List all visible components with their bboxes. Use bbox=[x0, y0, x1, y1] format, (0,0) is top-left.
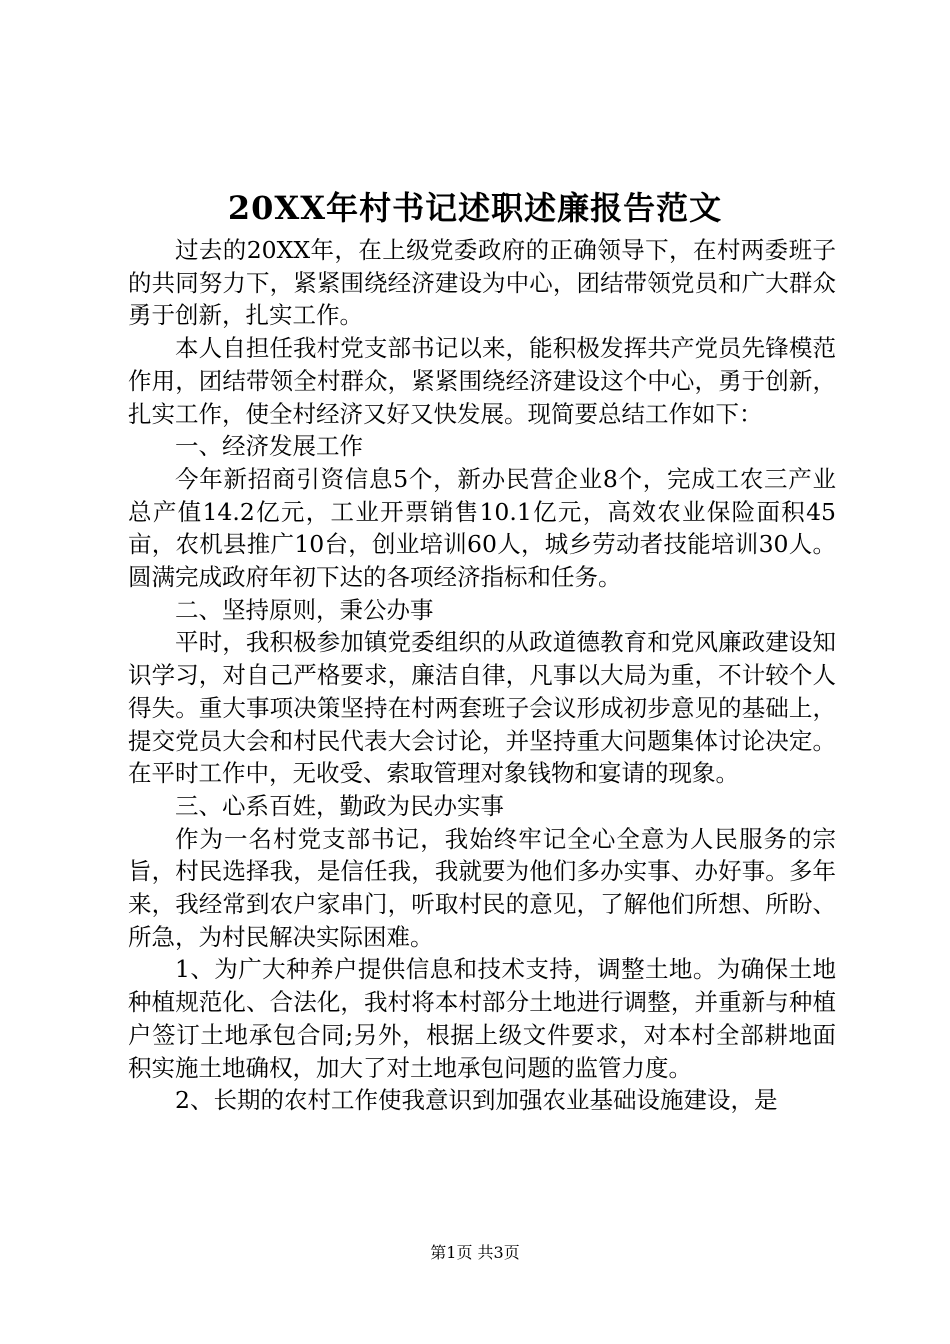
section-heading: 三、心系百姓，勤政为民办实事 bbox=[175, 791, 504, 820]
section-heading: 一、经济发展工作 bbox=[175, 432, 363, 461]
page-footer: 第1页 共3页 bbox=[430, 1243, 520, 1262]
paragraph: 作为一名村党支部书记，我始终牢记全心全意为人民服务的宗旨，村民选择我，是信任我，我就要为他们多办实事、办好事。多年来，我经常到农户家串门，听取村民的意见，了解他们所想、所盼、所急，为村民解决实际困难。 bbox=[128, 824, 836, 951]
paragraph: 2、长期的农村工作使我意识到加强农业基础设施建设，是 bbox=[175, 1086, 778, 1115]
paragraph: 1、为广大种养户提供信息和技术支持，调整土地。为确保土地种植规范化、合法化，我村将本村部分土地进行调整，并重新与种植户签订土地承包合同;另外，根据上级文件要求，对本村全部耕地面积实施土地确权，加大了对土地承包问题的监管力度。 bbox=[128, 955, 836, 1082]
document-title: 20XX年村书记述职述廉报告范文 bbox=[227, 189, 723, 227]
paragraph: 过去的20XX年，在上级党委政府的正确领导下，在村两委班子的共同努力下，紧紧围绕经济建设为中心，团结带领党员和广大群众勇于创新，扎实工作。 bbox=[128, 236, 836, 330]
section-heading: 二、坚持原则，秉公办事 bbox=[175, 595, 434, 624]
paragraph: 今年新招商引资信息5个，新办民营企业8个，完成工农三产业总产值14.2亿元，工业开票销售10.1亿元，高效农业保险面积45亩，农机县推广10台，创业培训60人，城乡劳动者技能培训30人。圆满完成政府年初下达的各项经济指标和任务。 bbox=[128, 464, 836, 592]
paragraph: 本人自担任我村党支部书记以来，能积极发挥共产党员先锋模范作用，团结带领全村群众，紧紧围绕经济建设这个中心，勇于创新，扎实工作，使全村经济又好又快发展。现简要总结工作如下： bbox=[128, 334, 836, 428]
document-body bbox=[128, 234, 836, 1117]
paragraph: 平时，我积极参加镇党委组织的从政道德教育和党风廉政建设知识学习，对自己严格要求，廉洁自律，凡事以大局为重，不计较个人得失。重大事项决策坚持在村两套班子会议形成初步意见的基础上，提交党员大会和村民代表大会讨论，并坚持重大问题集体讨论决定。在平时工作中，无收受、索取管理对象钱物和宴请的现象。 bbox=[128, 628, 836, 788]
